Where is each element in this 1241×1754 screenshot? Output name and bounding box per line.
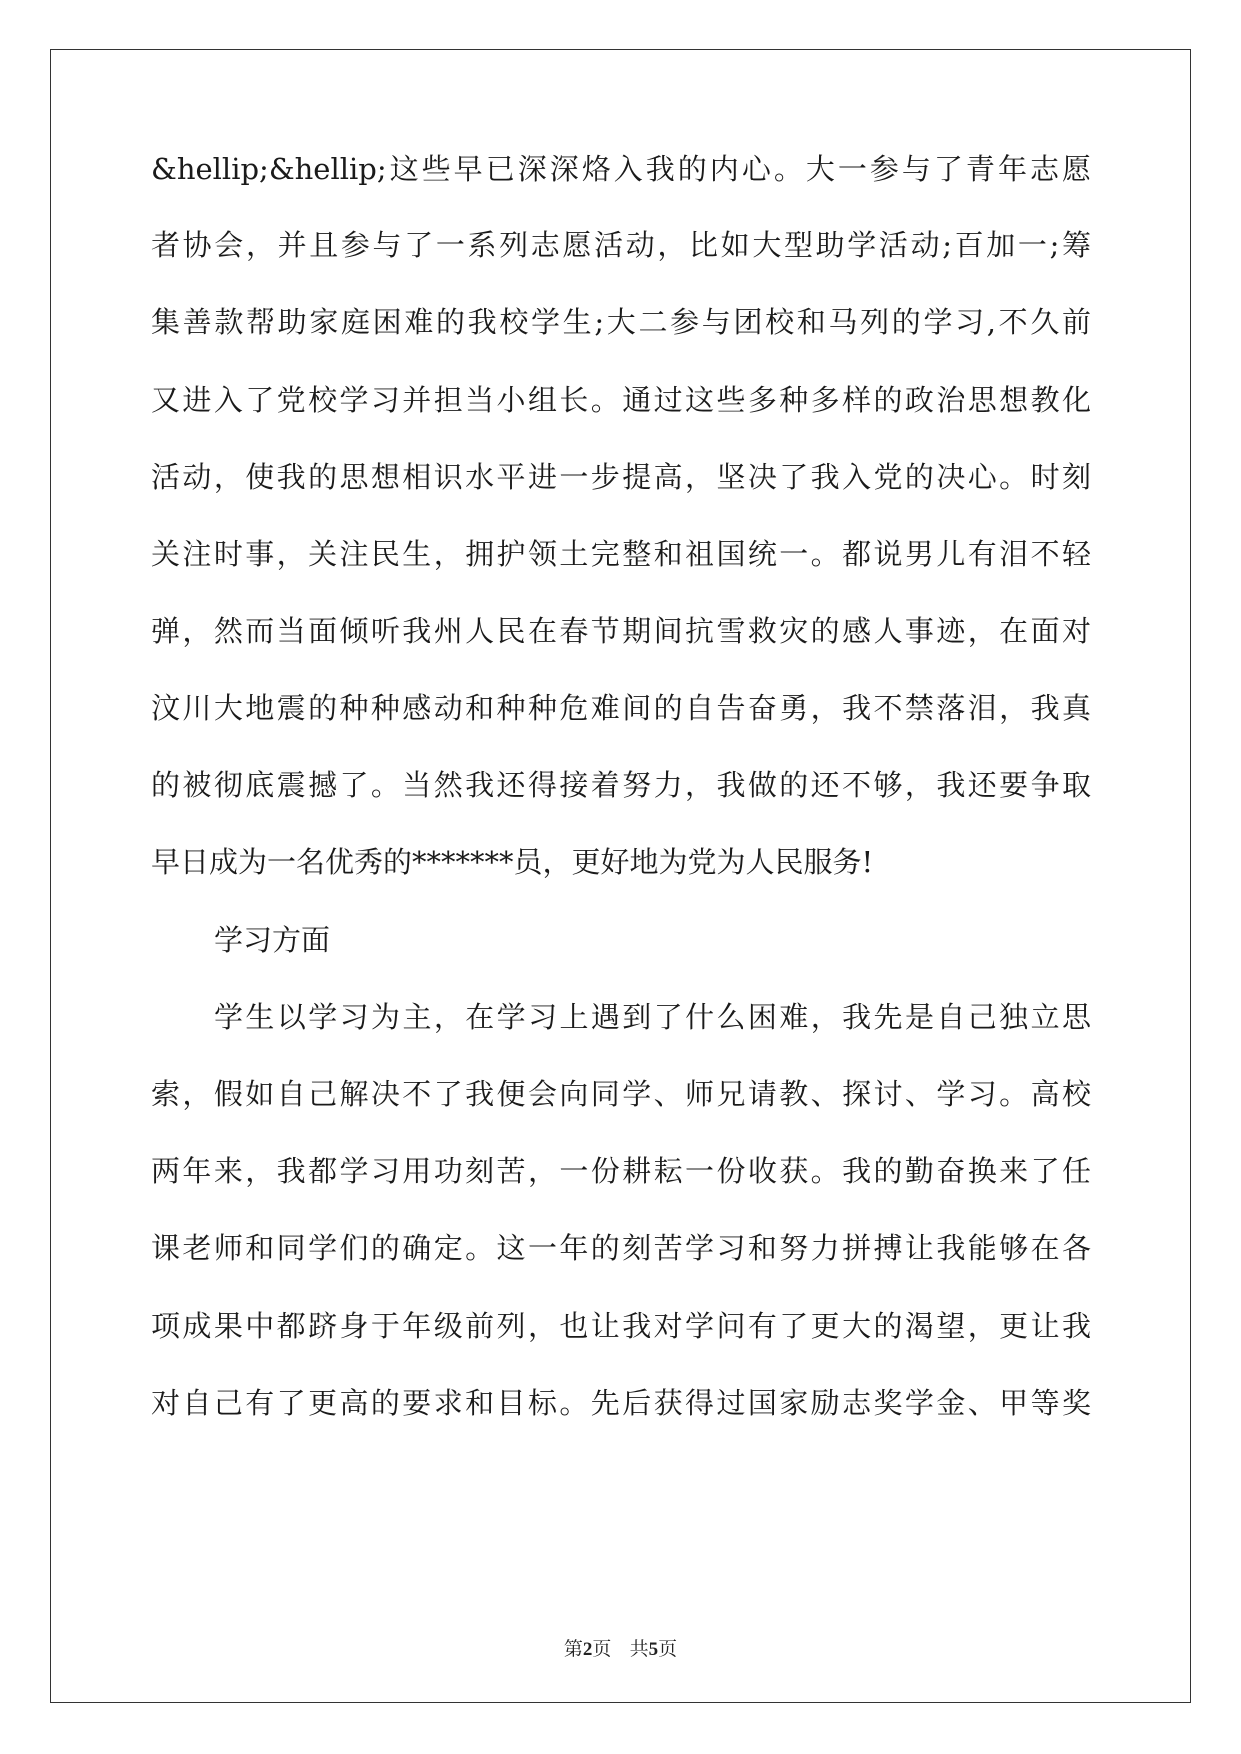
paragraph-line: 集善款帮助家庭困难的我校学生;大二参与团校和马列的学习,不久前 [151,305,1091,339]
paragraph-line: 课老师和同学们的确定。这一年的刻苦学习和努力拼搏让我能够在各 [151,1231,1091,1265]
paragraph-line: 的被彻底震撼了。当然我还得接着努力，我做的还不够，我还要争取 [151,768,1091,802]
paragraph-line: 弹，然而当面倾听我州人民在春节期间抗雪救灾的感人事迹，在面对 [151,614,1091,648]
paragraph-line: 学生以学习为主，在学习上遇到了什么困难，我先是自己独立思 [214,1000,1091,1034]
paragraph-line: 对自己有了更高的要求和目标。先后获得过国家励志奖学金、甲等奖 [151,1386,1091,1420]
paragraph-line: 者协会，并且参与了一系列志愿活动，比如大型助学活动;百加一;筹 [151,228,1091,262]
paragraph-line: 项成果中都跻身于年级前列，也让我对学问有了更大的渴望，更让我 [151,1309,1091,1343]
page-suffix: 页 [592,1638,612,1660]
section-heading: 学习方面 [214,923,331,957]
paragraph-line: 早日成为一名优秀的*******员，更好地为党为人民服务! [151,845,874,879]
paragraph-line: 又进入了党校学习并担当小组长。通过这些多种多样的政治思想教化 [151,383,1091,417]
total-prefix: 共 [629,1638,649,1660]
paragraph-line: 索，假如自己解决不了我便会向同学、师兄请教、探讨、学习。高校 [151,1077,1091,1111]
paragraph-line: 活动，使我的思想相识水平进一步提高，坚决了我入党的决心。时刻 [151,460,1091,494]
page-prefix: 第 [563,1638,583,1660]
total-suffix: 页 [658,1638,678,1660]
paragraph-line: 汶川大地震的种种感动和种种危难间的自告奋勇，我不禁落泪，我真 [151,691,1091,725]
paragraph-line: &hellip;&hellip;这些早已深深烙入我的内心。大一参与了青年志愿 [151,152,1091,186]
paragraph-line: 关注时事，关注民生，拥护领土完整和祖国统一。都说男儿有泪不轻 [151,537,1091,571]
page-number: 2 [582,1639,593,1660]
total-pages: 5 [648,1639,659,1660]
paragraph-line: 两年来，我都学习用功刻苦，一份耕耘一份收获。我的勤奋换来了任 [151,1154,1091,1188]
page-footer [0,1637,1241,1662]
